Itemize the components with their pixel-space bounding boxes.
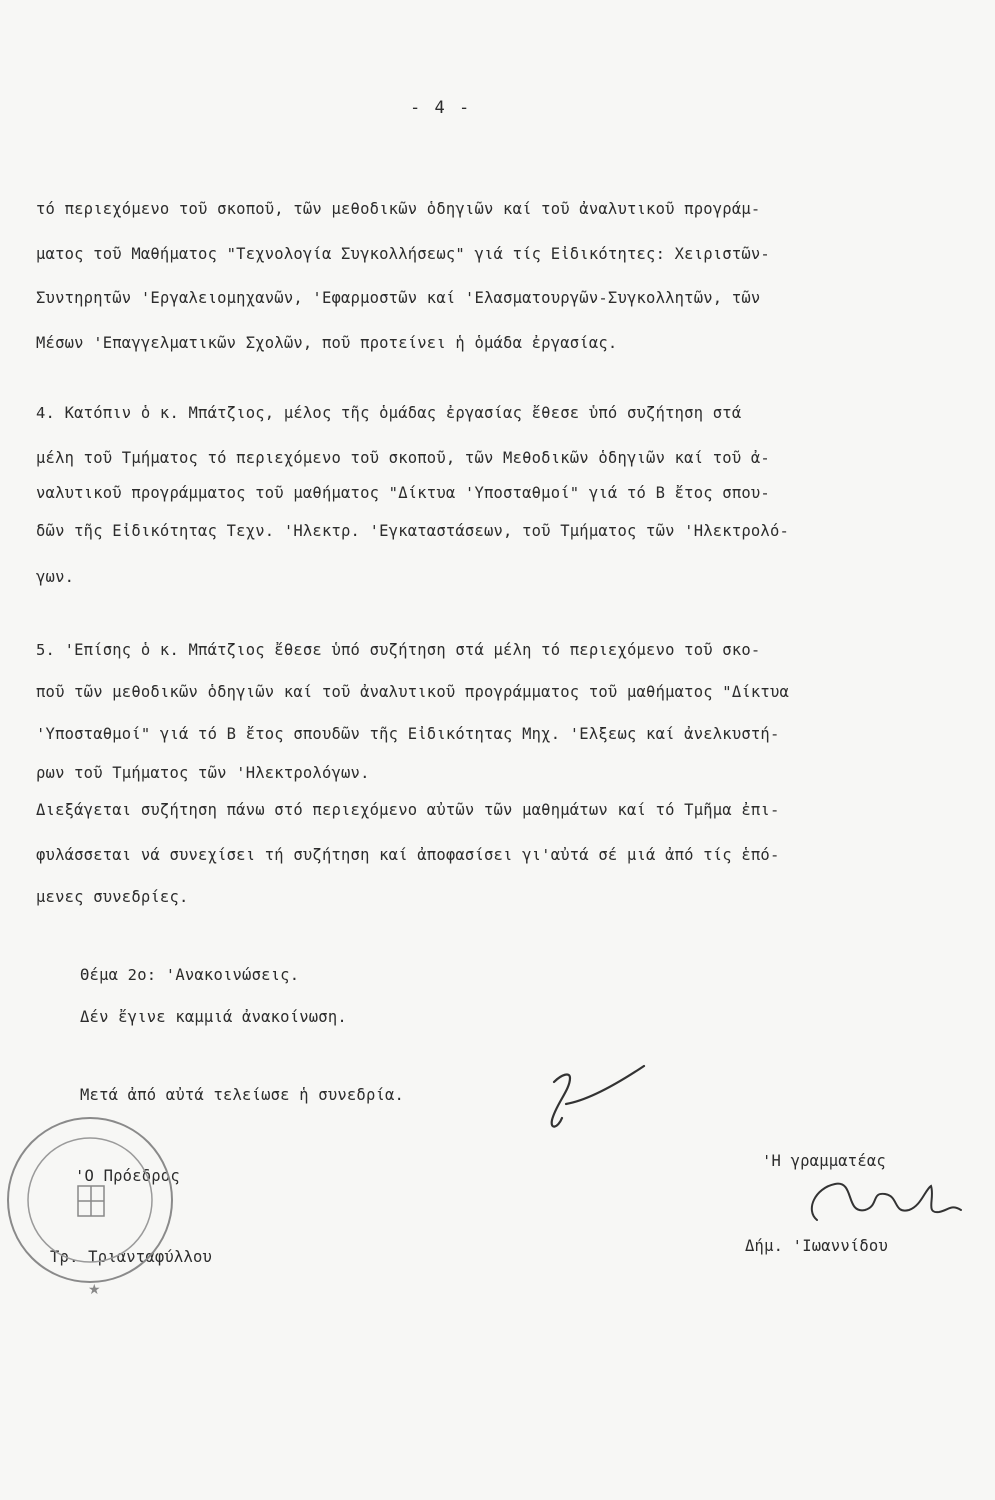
text-line: τό περιεχόμενο τοῦ σκοποῦ, τῶν μεθοδικῶν ὁδηγιῶν καί τοῦ ἀναλυτικοῦ προγράμ-	[36, 200, 761, 218]
text-line: μέλη τοῦ Τμήματος τό περιεχόμενο τοῦ σκοποῦ, τῶν Μεθοδικῶν ὁδηγιῶν καί τοῦ ἀ-	[36, 449, 770, 467]
text-line: φυλάσσεται νά συνεχίσει τή συζήτηση καί ἀποφασίσει γι'αὐτά σέ μιά ἀπό τίς ἑπό-	[36, 846, 780, 864]
official-stamp-icon	[0, 1110, 190, 1300]
text-line: Μετά ἀπό αὐτά τελείωσε ἡ συνεδρία.	[80, 1086, 405, 1104]
page-number: - 4 -	[410, 98, 472, 118]
secretary-signature-icon	[775, 1170, 965, 1240]
text-line: ποῦ τῶν μεθοδικῶν ὁδηγιῶν καί τοῦ ἀναλυτικοῦ προγράμματος τοῦ μαθήματος "Δίκτυα	[36, 683, 790, 701]
text-line: 'Υποσταθμοί" γιά τό Β ἔτος σπουδῶν τῆς Εἰδικότητας Μηχ. 'Ελξεως καί ἀνελκυστή-	[36, 725, 780, 743]
svg-text:★: ★	[88, 1282, 101, 1298]
text-line: Συντηρητῶν 'Εργαλειομηχανῶν, 'Εφαρμοστῶν καί 'Ελασματουργῶν-Συγκολλητῶν, τῶν	[36, 289, 761, 307]
initial-signature-icon	[540, 1060, 650, 1140]
text-line: δῶν τῆς Εἰδικότητας Τεχν. 'Ηλεκτρ. 'Εγκαταστάσεων, τοῦ Τμήματος τῶν 'Ηλεκτρολό-	[36, 522, 790, 540]
text-line: 4. Κατόπιν ὁ κ. Μπάτζιος, μέλος τῆς ὁμάδας ἐργασίας ἔθεσε ὑπό συζήτηση στά	[36, 404, 742, 422]
president-name: Τρ. Τριανταφύλλου	[50, 1248, 213, 1266]
text-line: γων.	[36, 568, 75, 586]
text-line: Δέν ἔγινε καμμιά ἀνακοίνωση.	[80, 1008, 347, 1026]
text-line: ματος τοῦ Μαθήματος "Τεχνολογία Συγκολλήσεως" γιά τίς Εἰδικότητες: Χειριστῶν-	[36, 245, 770, 263]
text-line: Μέσων 'Επαγγελματικῶν Σχολῶν, ποῦ προτείνει ἡ ὁμάδα ἐργασίας.	[36, 334, 618, 352]
text-line: ρων τοῦ Τμήματος τῶν 'Ηλεκτρολόγων.	[36, 764, 370, 782]
text-line: ναλυτικοῦ προγράμματος τοῦ μαθήματος "Δίκτυα 'Υποσταθμοί" γιά τό Β ἔτος σπου-	[36, 484, 770, 502]
secretary-name: Δήμ. 'Ιωαννίδου	[745, 1237, 888, 1255]
topic-heading: Θέμα 2ο: 'Ανακοινώσεις.	[80, 966, 300, 984]
text-line: 5. 'Επίσης ὁ κ. Μπάτζιος ἔθεσε ὑπό συζήτηση στά μέλη τό περιεχόμενο τοῦ σκο-	[36, 641, 761, 659]
secretary-title: 'Η γραμματέας	[762, 1152, 886, 1170]
text-line: μενες συνεδρίες.	[36, 888, 189, 906]
president-title: 'Ο Πρόεδρος	[75, 1167, 180, 1185]
text-line: Διεξάγεται συζήτηση πάνω στό περιεχόμενο αὐτῶν τῶν μαθημάτων καί τό Τμῆμα ἐπι-	[36, 801, 780, 819]
